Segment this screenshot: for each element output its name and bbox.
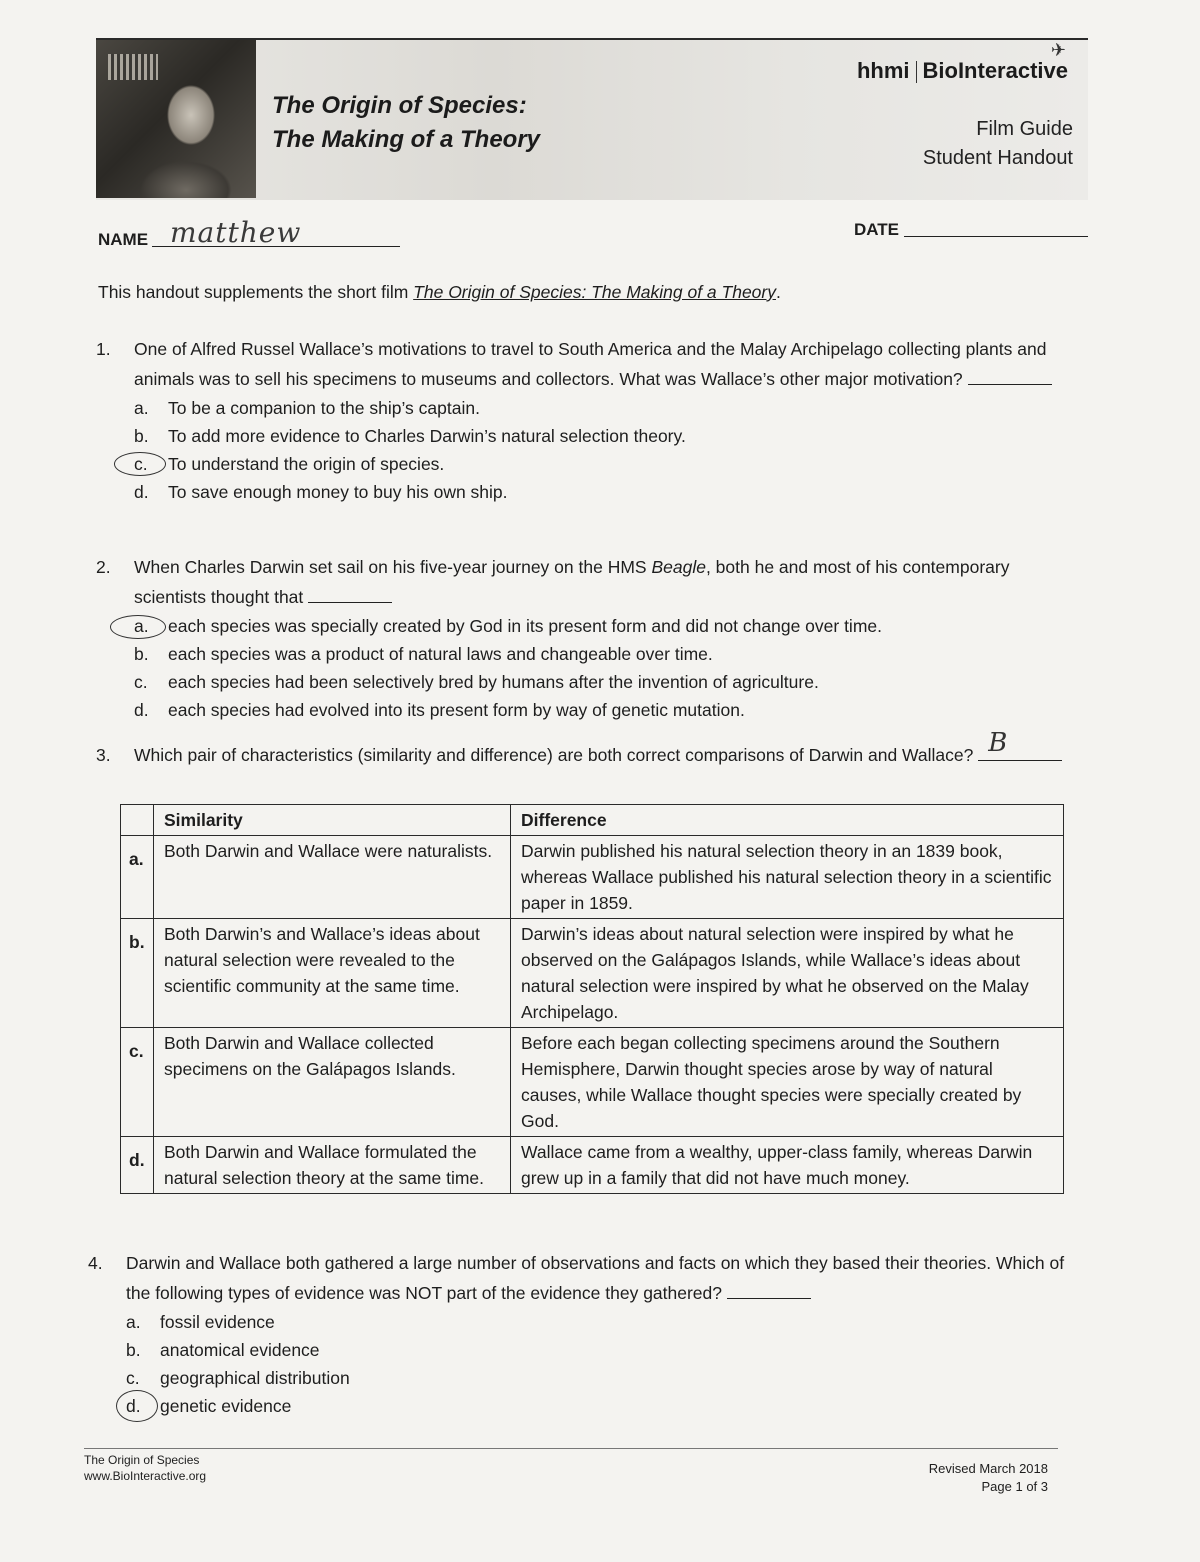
table-row[interactable]: c. Both Darwin and Wallace collected specimens on the Galápagos Islands. Before each began collecting specimens around the Southern Hemisphere, Darwin thought species arose by way of natural causes, while Wallace thought species were specially created by God.: [121, 1028, 1064, 1137]
question-1: 1. One of Alfred Russel Wallace’s motivations to travel to South America and the Malay Archipelago collecting plants and animals was to sell his specimens to museums and collectors. What was Wallace’s other major motivation? a. To be a companion to the ship’s captain. b. To add more evidence to Charles Darwin’s natural selection theory. c. To understand the origin of species. d. To save enough money to buy his own ship.: [96, 334, 1086, 506]
question-3-stem: Which pair of characteristics (similarity and difference) are both correct comparisons of Darwin and Wallace? B: [134, 740, 1086, 770]
q4-option-b[interactable]: b. anatomical evidence: [126, 1340, 320, 1360]
answer-blank-4[interactable]: [727, 1280, 811, 1299]
q1-option-c[interactable]: c. To understand the origin of species.: [134, 450, 1086, 478]
q1-option-b[interactable]: b. To add more evidence to Charles Darwin’s natural selection theory.: [134, 426, 686, 446]
intro-text: This handout supplements the short film The Origin of Species: The Making of a Theory.: [98, 282, 781, 302]
footer-divider: [84, 1448, 1058, 1449]
darwin-photo: [96, 40, 256, 198]
similarity-header: Similarity: [154, 805, 511, 836]
table-row[interactable]: a. Both Darwin and Wallace were naturalists. Darwin published his natural selection theory in an 1839 book, whereas Wallace published his natural selection theory in a scientific paper in 1859.: [121, 836, 1064, 919]
q4-option-d[interactable]: d. genetic evidence: [126, 1392, 1078, 1420]
answer-circle-mark: [110, 615, 166, 639]
q1-option-d[interactable]: d. To save enough money to buy his own ship.: [134, 482, 508, 502]
film-title-line1: The Origin of Species:: [272, 92, 527, 119]
question-2-stem: When Charles Darwin set sail on his five-year journey on the HMS Beagle, both he and most of his contemporary scientists thought that: [134, 557, 1010, 607]
answer-blank-1[interactable]: [968, 366, 1052, 385]
question-1-stem: One of Alfred Russel Wallace’s motivations to travel to South America and the Malay Archipelago collecting plants and animals was to sell his specimens to museums and collectors. What was Wallace’s other major motivation?: [134, 334, 1086, 394]
film-guide-label: Film Guide: [976, 118, 1073, 140]
answer-blank-3[interactable]: [978, 728, 1062, 761]
revision-date: Revised March 2018: [928, 1461, 1048, 1476]
q2-option-d[interactable]: d. each species had evolved into its present form by way of genetic mutation.: [134, 700, 745, 720]
q4-option-a[interactable]: a. fossil evidence: [126, 1312, 275, 1332]
difference-header: Difference: [511, 805, 1064, 836]
question-3: 3. Which pair of characteristics (similarity and difference) are both correct comparisons of Darwin and Wallace? B: [96, 740, 1086, 770]
bird-logo-icon: ✈: [1050, 40, 1066, 60]
answer-blank-2[interactable]: [308, 584, 392, 603]
q4-option-c[interactable]: c. geographical distribution: [126, 1368, 350, 1388]
biointeractive-label: BioInteractive: [922, 58, 1068, 83]
page-number: Page 1 of 3: [981, 1479, 1048, 1494]
intro-film-title: The Origin of Species: The Making of a Theory: [413, 282, 776, 302]
table-row[interactable]: b. Both Darwin’s and Wallace’s ideas about natural selection were revealed to the scientific community at the same time. Darwin’s ideas about natural selection were inspired by what he observed on the Galápagos Islands, while Wallace’s ideas about natural selection were inspired by what he observed on the Malay Archipelago.: [121, 919, 1064, 1028]
name-label: NAME: [98, 230, 149, 249]
name-handwritten: matthew: [170, 216, 302, 249]
q2-option-c[interactable]: c. each species had been selectively bred by humans after the invention of agriculture.: [134, 672, 819, 692]
student-handout-label: Student Handout: [922, 147, 1073, 169]
question-2: 2. When Charles Darwin set sail on his five-year journey on the HMS Beagle, both he and most of his contemporary scientists thought that a. each species was specially created by God in its present form and did not change over time. b. each species was a product of natural laws and changeable over time. c. each species had been selectively bred by humans after the invention of agriculture. d. each species had evolved into its present form by way of genetic mutation.: [96, 552, 1086, 724]
footer-right: [929, 1460, 1048, 1496]
answer-circle-mark: [114, 452, 166, 476]
answer-circle-mark: [116, 1390, 158, 1422]
footer-left: The Origin of Species www.BioInteractive.org: [84, 1453, 207, 1483]
film-title-line2: The Making of a Theory: [272, 126, 541, 153]
date-label: DATE: [854, 220, 900, 239]
question-4: 4. Darwin and Wallace both gathered a large number of observations and facts on which they based their theories. Which of the following types of evidence was NOT part of the evidence they gathered? a. fossil evidence b. anatomical evidence c. geographical distribution d. genetic evidence: [88, 1248, 1078, 1420]
table-row[interactable]: d. Both Darwin and Wallace formulated the natural selection theory at the same time. Wallace came from a wealthy, upper-class family, whereas Darwin grew up in a family that did not have much money.: [121, 1137, 1064, 1194]
table-header-row: [121, 805, 1064, 836]
q2-option-b[interactable]: b. each species was a product of natural laws and changeable over time.: [134, 644, 713, 664]
question-4-stem: Darwin and Wallace both gathered a large number of observations and facts on which they based their theories. Which of the following types of evidence was NOT part of the evidence they gathered?: [126, 1253, 1065, 1303]
q2-option-a[interactable]: a. each species was specially created by God in its present form and did not change over time.: [134, 612, 1086, 640]
comparison-table: [120, 804, 1064, 1194]
hhmi-label: hhmi: [856, 58, 910, 83]
q1-option-a[interactable]: a. To be a companion to the ship’s captain.: [134, 398, 480, 418]
date-field-line[interactable]: [904, 236, 1088, 237]
handwritten-answer-3: B: [988, 728, 1008, 758]
hhmi-brand: [857, 58, 1068, 84]
website-link[interactable]: www.BioInteractive.org: [84, 1469, 207, 1483]
